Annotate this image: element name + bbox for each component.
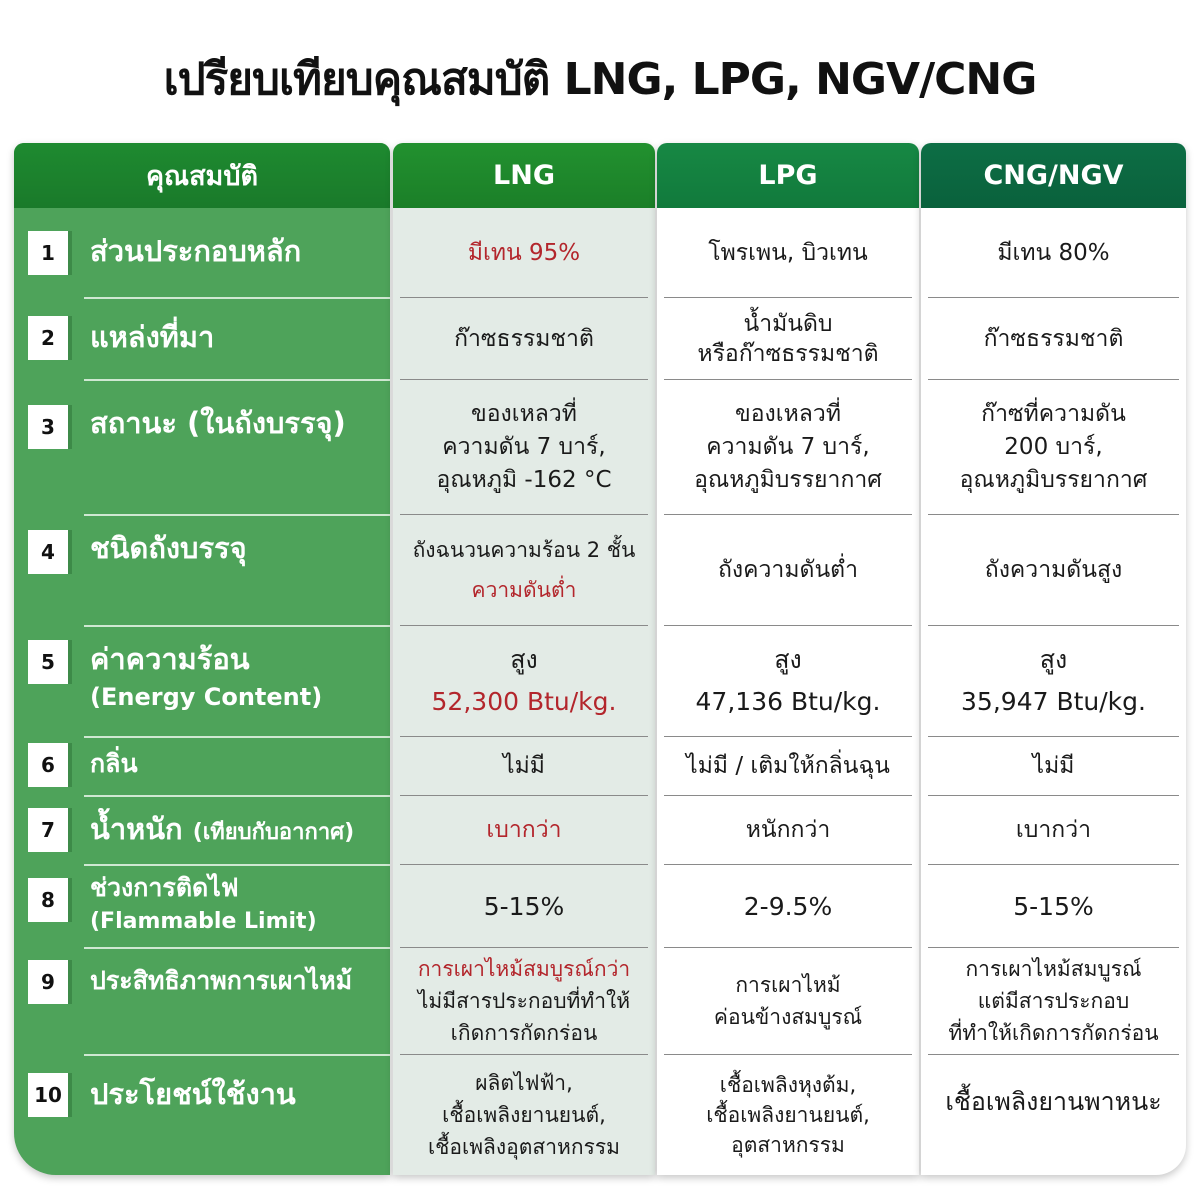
comparison-table — [14, 143, 1186, 1175]
property-label — [90, 871, 317, 939]
lpg-cell-10: เชื้อเพลิงหุงต้ม, เชื้อเพลิงยานยนต์, อุตสาหกรรม — [706, 1073, 870, 1157]
lng-cell-3: ของเหลวที่ ความดัน 7 บาร์, อุณหภูมิ -162 °C — [436, 400, 612, 493]
lpg-cell-7: หนักกว่า — [745, 816, 831, 843]
property-column — [14, 143, 390, 1175]
lng-cell-9: การเผาไหม้สมบูรณ์กว่า ไม่มีสารประกอบที่ทำให้ เกิดการกัดกร่อน — [417, 957, 631, 1045]
property-label-sub: (Energy Content) — [90, 683, 323, 711]
property-label: ชนิดถังบรรจุ — [90, 531, 247, 565]
lpg-cell-3: ของเหลวที่ ความดัน 7 บาร์, อุณหภูมิบรรยากาศ — [694, 400, 882, 493]
row-number: 10 — [28, 1073, 72, 1117]
property-row-4 — [14, 515, 390, 625]
property-label: กลิ่น — [90, 749, 138, 778]
lng-cell-1: มีเทน 95% — [467, 239, 581, 266]
property-label: ประสิทธิภาพการเผาไหม้ — [90, 966, 353, 995]
lpg-cell-5: สูง 47,136 Btu/kg. — [695, 645, 881, 716]
cng-cell-7: เบากว่า — [1015, 816, 1092, 843]
cng-column — [921, 143, 1186, 1175]
row-number: 7 — [28, 808, 72, 852]
property-label-main: ค่าความร้อน — [90, 642, 250, 676]
property-label — [90, 810, 354, 852]
lpg-cell-2: น้ำมันดิบ หรือก๊าซธรรมชาติ — [697, 311, 879, 367]
property-row-7 — [14, 796, 390, 864]
property-label: ส่วนประกอบหลัก — [90, 234, 302, 268]
property-row-9 — [14, 948, 390, 1054]
property-label: แหล่งที่มา — [90, 320, 215, 354]
row-number: 8 — [28, 878, 72, 922]
cng-cell-8: 5-15% — [1013, 891, 1094, 921]
property-row-5 — [14, 626, 390, 736]
property-label-sub: (Flammable Limit) — [90, 909, 317, 934]
row-number: 1 — [28, 231, 72, 275]
cng-cell-2: ก๊าซธรรมชาติ — [983, 325, 1124, 352]
cng-cell-10: เชื้อเพลิงยานพาหนะ — [945, 1087, 1162, 1116]
cng-cell-9: การเผาไหม้สมบูรณ์ แต่มีสารประกอบ ที่ทำให้เกิดการกัดกร่อน — [948, 957, 1159, 1045]
cng-cell-4: ถังความดันสูง — [984, 556, 1123, 583]
property-row-3 — [14, 380, 390, 514]
lng-cell-5: สูง 52,300 Btu/kg. — [431, 645, 617, 716]
property-label — [90, 640, 322, 716]
cng-cell-1: มีเทน 80% — [997, 239, 1110, 266]
cng-cell-5: สูง 35,947 Btu/kg. — [961, 645, 1146, 716]
property-label-sub: (เทียบกับอากาศ) — [192, 820, 355, 845]
lng-cell-2: ก๊าซธรรมชาติ — [454, 325, 594, 352]
lng-cell-6: ไม่มี — [503, 752, 545, 779]
lng-cell-10: ผลิตไฟฟ้า, เชื้อเพลิงยานยนต์, เชื้อเพลิงอุตสาหกรรม — [427, 1071, 620, 1159]
lng-cell-7: เบากว่า — [486, 816, 562, 843]
property-label: สถานะ (ในถังบรรจุ) — [90, 406, 346, 440]
property-label-main: น้ำหนัก — [90, 812, 183, 846]
property-row-6 — [14, 737, 390, 795]
property-row-10 — [14, 1055, 390, 1175]
lpg-cell-4: ถังความดันต่ำ — [717, 556, 859, 583]
property-label-main: ช่วงการติดไฟ — [90, 873, 239, 902]
property-row-2 — [14, 298, 390, 380]
lng-cell-4: ถังฉนวนความร้อน 2 ชั้น ความดันต่ำ — [412, 538, 636, 602]
property-row-8 — [14, 865, 390, 947]
row-number: 2 — [28, 316, 72, 360]
page-title: เปรียบเทียบคุณสมบัติ LNG, LPG, NGV/CNG — [163, 54, 1037, 105]
lng-column — [393, 143, 655, 1175]
lpg-cell-6: ไม่มี / เติมให้กลิ่นฉุน — [686, 752, 890, 779]
lpg-cell-8: 2-9.5% — [743, 891, 833, 921]
property-row-1 — [14, 208, 390, 298]
header-cng: CNG/NGV — [921, 143, 1186, 208]
cng-cell-6: ไม่มี — [1032, 752, 1075, 779]
property-label: ประโยชน์ใช้งาน — [90, 1077, 296, 1111]
lpg-cell-1: โพรเพน, บิวเทน — [708, 239, 868, 266]
row-number: 4 — [28, 530, 72, 574]
cng-cell-3: ก๊าซที่ความดัน 200 บาร์, อุณหภูมิบรรยากาศ — [959, 400, 1148, 493]
lpg-cell-9: การเผาไหม้ ค่อนข้างสมบูรณ์ — [713, 973, 863, 1029]
header-lng: LNG — [393, 143, 655, 208]
lng-cell-8: 5-15% — [483, 891, 565, 921]
header-lpg: LPG — [657, 143, 919, 208]
lpg-column — [657, 143, 919, 1175]
row-number: 5 — [28, 640, 72, 684]
row-number: 3 — [28, 405, 72, 449]
header-property: คุณสมบัติ — [14, 143, 390, 208]
row-number: 9 — [28, 960, 72, 1004]
row-number: 6 — [28, 743, 72, 787]
